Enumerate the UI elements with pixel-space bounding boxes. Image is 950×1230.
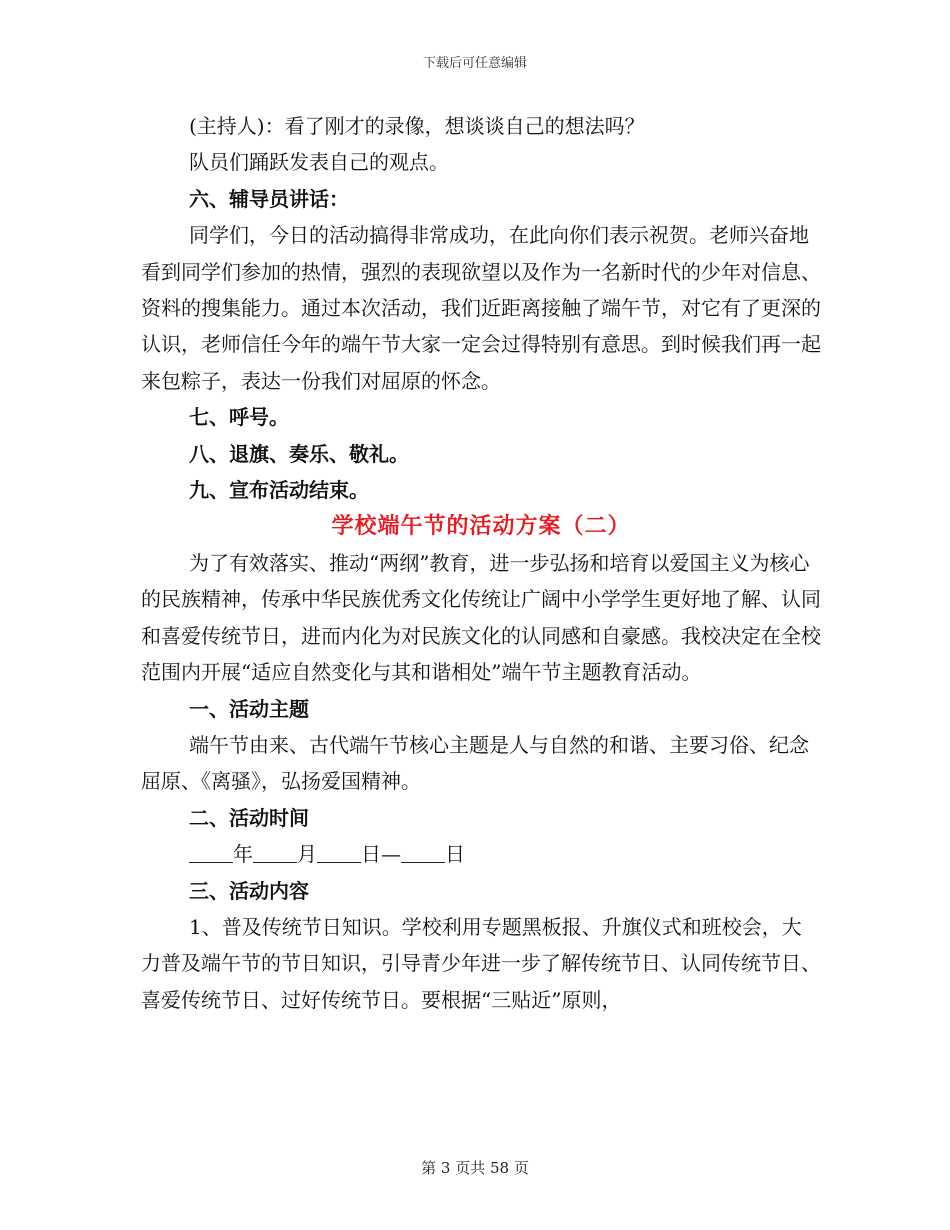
counselor-speech: 同学们，今日的活动搞得非常成功，在此向你们表示祝贺。老师兴奋地看到同学们参加的热情，强烈的表现欲望以及作为一名新时代的少年对信息、资料的搜集能力。通过本次活动，我们近距离接触了端午节，对它有了更深的认识，老师信任今年的端午节大家一定会过得特别有意思。到时候我们再一起来包粽子，表达一份我们对屈原的怀念。 — [141, 223, 821, 393]
activity-theme-body: 端午节由来、古代端午节核心主题是人与自然的和谐、主要习俗、纪念屈原、《离骚》，弘扬爱国精神。 — [141, 732, 809, 794]
day-label: 日— — [361, 842, 401, 867]
page-header: 下载后可任意编辑 — [422, 56, 527, 71]
month-blank — [253, 844, 297, 863]
month-label: 月 — [297, 842, 317, 867]
activity-content-body: 1、普及传统节日知识。学校利用专题黑板报、升旗仪式和班校会，大力普及端午节的节日知识，引导青少年进一步了解传统节日、认同传统节日、喜爱传统节日、过好传统节日。要根据“三贴近”原则， — [141, 914, 821, 1012]
plan-title: 学校端午节的活动方案（二） — [331, 513, 631, 540]
page-footer: 第 3 页共 58 页 — [421, 1159, 529, 1177]
day-blank — [317, 844, 361, 863]
members-line: 队员们踊跃发表自己的观点。 — [189, 150, 449, 175]
year-label: 年 — [233, 842, 253, 867]
document-body — [141, 108, 821, 1018]
plan-intro: 为了有效落实、推动“两纲”教育，进一步弘扬和培育以爱国主义为核心的民族精神，传承中华民族优秀文化传统让广阔中小学学生更好地了解、认同和喜爱传统节日，进而内化为对民族文化的认同感和自豪感。我校决定在全校范围内开展“适应自然变化与其和谐相处”端午节主题教育活动。 — [141, 550, 821, 685]
end-day-label: 日 — [445, 842, 465, 867]
activity-content-heading: 三、活动内容 — [189, 878, 309, 903]
end-day-blank — [401, 844, 445, 863]
activity-time-line — [141, 836, 821, 872]
section-heading-6: 六、辅导员讲话： — [189, 186, 349, 211]
activity-time-heading: 二、活动时间 — [189, 805, 309, 830]
section-heading-9: 九、宣布活动结束。 — [189, 478, 369, 503]
activity-theme-heading: 一、活动主题 — [189, 696, 309, 721]
section-heading-8: 八、退旗、奏乐、敬礼。 — [189, 441, 409, 466]
year-blank — [189, 844, 233, 863]
host-line: (主持人)：看了刚才的录像，想谈谈自己的想法吗？ — [189, 114, 645, 138]
section-heading-7: 七、呼号。 — [189, 405, 289, 430]
